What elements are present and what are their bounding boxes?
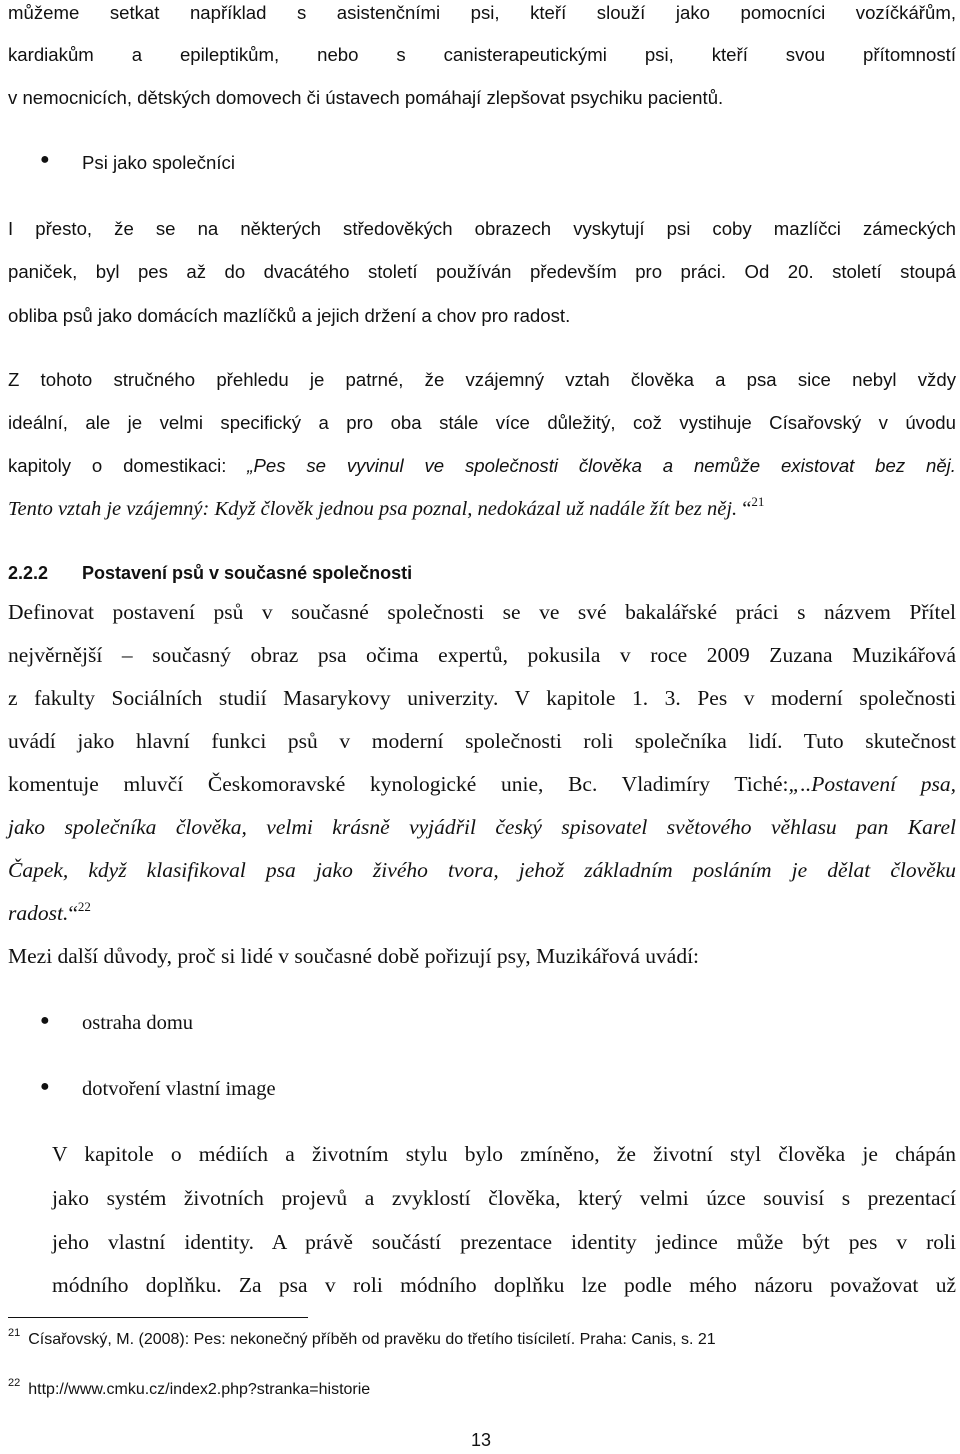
quote-segment: radost. [8, 901, 69, 925]
list-item: ostraha domu [82, 1012, 194, 1034]
paragraph-line: obliba psů jako domácích mazlíčků a jejich držení a chov pro radost. [8, 305, 571, 326]
section-heading [8, 560, 412, 586]
text-segment: komentuje mluvčí Českomoravské kynologické unie, Bc. Vladimíry Tiché: [8, 772, 789, 796]
paragraph-line [8, 771, 956, 797]
paragraph-line: nejvěrnější – současný obraz psa očima expertů, pokusila v roce 2009 Zuzana Muzikářová [8, 643, 956, 667]
paragraph-line: Mezi další důvody, proč si lidé v současné době pořizují psy, Muzikářová uvádí: [8, 944, 700, 968]
footnote[interactable] [8, 1377, 371, 1401]
paragraph-line: uvádí jako hlavní funkci psů v moderní společnosti roli společníka lidí. Tuto skutečnost [8, 729, 956, 753]
footnote-separator [8, 1317, 308, 1318]
quote-segment: „..Postavení psa, [788, 772, 956, 796]
page-number: 13 [471, 1430, 492, 1450]
paragraph-line [8, 857, 956, 883]
footnote [8, 1327, 716, 1351]
bullet-icon: ● [40, 1078, 50, 1095]
paragraph-line: I přesto, že se na některých středověkých obrazech vyskytují psi coby mazlíčci zámeckých [8, 218, 956, 239]
section-number: 2.2.2 [8, 563, 49, 583]
footnote-ref: 22 [77, 899, 91, 914]
footnote-number: 21 [8, 1327, 21, 1339]
paragraph-line: kardiakům a epileptikům, nebo s canisterapeutickými psi, kteří svou přítomností [8, 44, 956, 65]
paragraph-line: V kapitole o médiích a životním stylu bylo zmíněno, že životní styl člověka je chápán [52, 1142, 956, 1166]
footnote-text: Císařovský, M. (2008): Pes: nekonečný příběh od pravěku do třetího tisíciletí. Praha: Canis, s. 21 [28, 1331, 716, 1348]
paragraph-line: jeho vlastní identity. A právě součástí prezentace identity jedince může být pes v roli [52, 1230, 956, 1254]
paragraph-line: ideální, ale je velmi specifický a pro oba stále více důležitý, což vystihuje Císařovský v úvodu [8, 412, 956, 433]
closing-quote: “ [68, 901, 78, 925]
paragraph-line: v nemocnicích, dětských domovech či ústavech pomáhají zlepšovat psychiku pacientů. [8, 87, 724, 108]
paragraph-line: Z tohoto stručného přehledu je patrné, že vzájemný vztah člověka a psa sice nebyl vždy [8, 369, 956, 390]
paragraph-line [8, 814, 956, 840]
paragraph-line: Definovat postavení psů v současné společnosti se ve své bakalářské práci s názvem Přítel [8, 600, 956, 624]
list-item: Psi jako společníci [82, 152, 235, 173]
bullet-icon: ● [40, 1012, 50, 1029]
text-segment: kapitoly o domestikaci: [8, 455, 248, 476]
footnote-ref: 21 [751, 494, 765, 509]
paragraph-line: paniček, byl pes až do dvacátého století používán především pro práci. Od 20. století stoupá [8, 261, 956, 282]
paragraph-line [8, 453, 956, 479]
bullet-icon: ● [40, 151, 50, 168]
section-title: Postavení psů v současné společnosti [82, 563, 413, 583]
paragraph-line: jako systém životních projevů a zvyklostí člověka, který velmi úzce souvisí s prezentací [52, 1186, 956, 1210]
paragraph-line [8, 496, 956, 524]
quote-segment: jako společníka člověka, velmi krásně vyjádřil český spisovatel světového věhlasu pan Karel [8, 815, 956, 839]
paragraph-line: módního doplňku. Za psa v roli módního doplňku lze podle mého názoru považovat už [52, 1273, 956, 1297]
paragraph-line [8, 900, 956, 929]
footnote-number: 22 [8, 1377, 21, 1389]
quote-segment: Tento vztah je vzájemný: Když člověk jednou psa poznal, nedokázal už nadále žít bez něj. [8, 498, 738, 520]
quote-segment: „Pes se vyvinul ve společnosti člověka a nemůže existovat bez něj. [247, 455, 956, 476]
closing-quote: “ [742, 498, 752, 520]
list-item: dotvoření vlastní image [82, 1078, 276, 1100]
footnote-link[interactable]: http://www.cmku.cz/index2.php?stranka=historie [28, 1381, 371, 1398]
paragraph-line: z fakulty Sociálních studií Masarykovy univerzity. V kapitole 1. 3. Pes v moderní společnosti [8, 686, 956, 710]
quote-segment: Čapek, když klasifikoval psa jako živého tvora, jehož základním posláním je dělat člověku [8, 858, 956, 882]
paragraph-line: můžeme setkat například s asistenčními psi, kteří slouží jako pomocníci vozíčkářům, [8, 2, 956, 23]
